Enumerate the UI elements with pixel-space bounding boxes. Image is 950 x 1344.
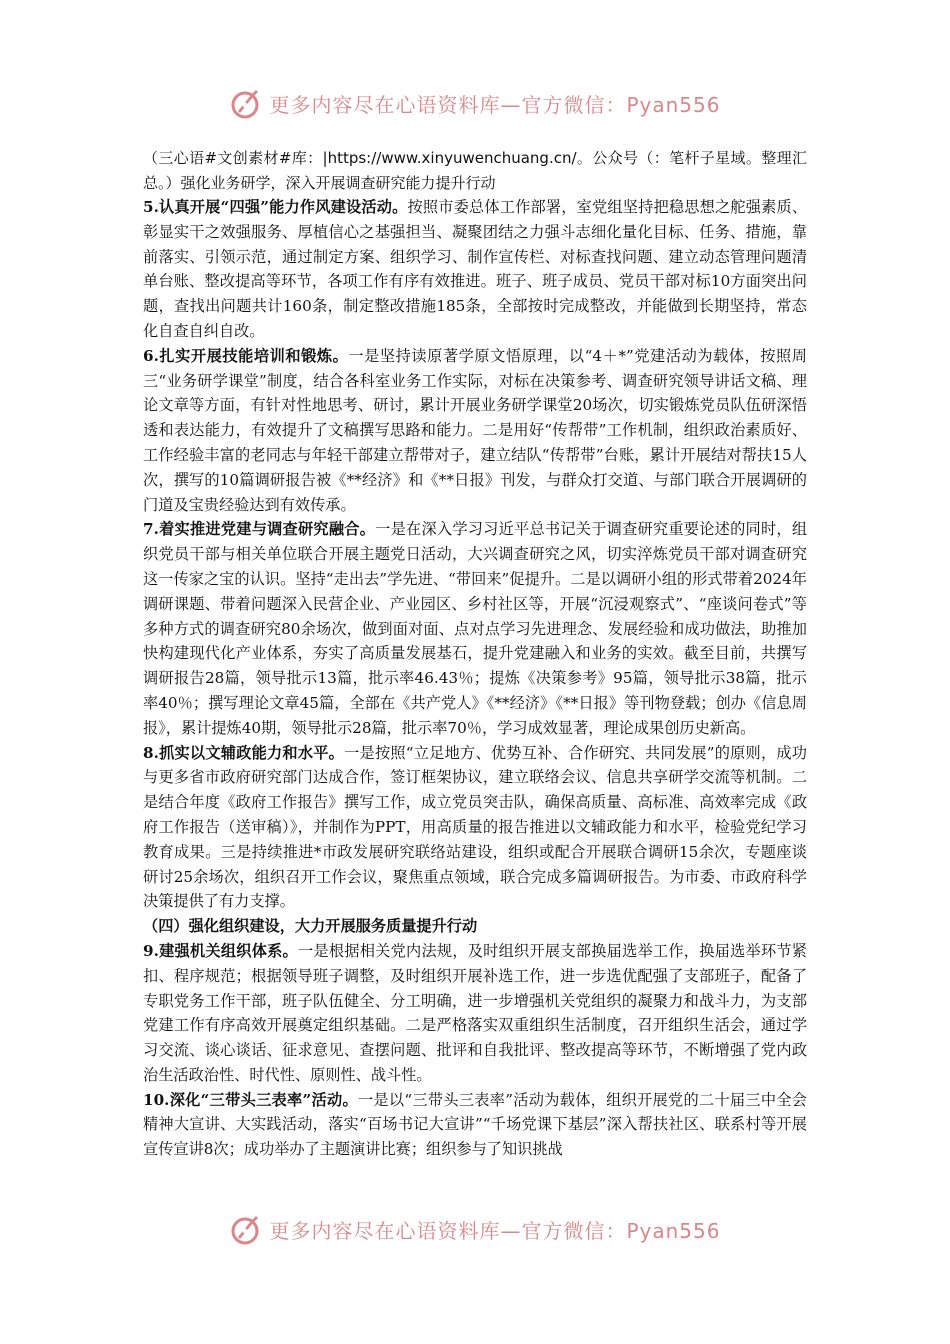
- item-9-body: 一是根据相关党内法规，及时组织开展支部换届选举工作，换届选举环节紧扣、程序规范；根据领导班子调整，及时组织开展补选工作，进一步选优配强了支部班子，配备了专职党务工作干部，班子队伍健全、分工明确，进一步增强机关党组织的凝聚力和战斗力，为支部党建工作有序高效开展奠定组织基础。二是严格落实双重组织生活制度，召开组织生活会，通过学习交流、谈心谈话、征求意见、查摆问题、批评和自我批评、整改提高等环节，不断增强了党内政治生活政治性、时代性、原则性、战斗性。: [143, 941, 808, 1084]
- item-8-body: 一是按照“立足地方、优势互补、合作研究、共同发展”的原则，成功与更多省市政府研究部门达成合作，签订框架协议，建立联络会议、信息共享研学交流等机制。二是结合年度《政府工作报告》撰写工作，成立党员突击队，确保高质量、高标准、高效率完成《政府工作报告（送审稿）》，并制作为PPT，用高质量的报告推进以文辅政能力和水平，检验党纪学习教育成果。三是持续推进*市政发展研究联络站建设，组织或配合开展联合调研15余次，专题座谈研讨25余场次，组织召开工作会议，聚焦重点领域，联合完成多篇调研报告。为市委、市政府科学决策提供了有力支撑。: [143, 743, 807, 911]
- item-5: [143, 195, 807, 344]
- item-9: [143, 939, 807, 1088]
- item-5-title: 5.认真开展“四强”能力作风建设活动。: [143, 198, 408, 216]
- item-6-title: 6.扎实开展技能培训和锻炼。: [143, 346, 349, 365]
- item-8: [143, 741, 807, 915]
- watermark-banner-bottom: [0, 1204, 950, 1254]
- item-10-title: 10.深化“三带头三表率”活动。: [143, 1090, 358, 1109]
- item-6-body: 一是坚持读原著学原文悟原理，以“4＋*”党建活动为载体，按照周三“业务研学课堂”制度，结合各科室业务工作实际，对标在决策参考、调查研究领导讲话文稿、理论文章等方面，有针对性地思考、研讨，累计开展业务研学课堂20场次，切实锻炼党员队伍研深悟透和表达能力，有效提升了文稿撰写思路和能力。二是用好“传帮带”工作机制，组织政治素质好、工作经验丰富的老同志与年轻干部建立帮带对子，建立结队“传帮带”台账，累计开展结对帮扶15人次，撰写的10篇调研报告被《**经济》和《**日报》刊发，与群众打交道、与部门联合开展调研的门道及宝贵经验达到有效传承。: [143, 346, 807, 514]
- item-7: [143, 517, 807, 740]
- item-7-body: 一是在深入学习习近平总书记关于调查研究重要论述的同时，组织党员干部与相关单位联合开展主题党日活动，大兴调查研究之风，切实淬炼党员干部对调查研究这一传家之宝的认识。坚持“走出去”学先进、“带回来”促提升。二是以调研小组的形式带着2024年调研课题、带着问题深入民营企业、产业园区、乡村社区等，开展“沉浸观察式”、“座谈问卷式”等多种方式的调查研究80余场次，做到面对面、点对点学习先进理念、发展经验和成功做法，助推加快构建现代化产业体系，夯实了高质量发展基石，提升党建融入和业务的实效。截至目前，共撰写调研报告28篇，领导批示13篇，批示率46.43％；提炼《决策参考》95篇，领导批示38篇，批示率40％；撰写理论文章45篇，全部在《共产党人》《**经济》《**日报》等刊物登载；创办《信息周报》，累计提炼40期，领导批示28篇，批示率70％，学习成效显著，理论成果创历史新高。: [143, 520, 808, 737]
- item-8-title: 8.抓实以文辅政能力和水平。: [143, 743, 345, 762]
- item-6: [143, 344, 807, 518]
- watermark-text: 更多内容尽在心语资料库—官方微信：Pyan556: [269, 92, 721, 117]
- pen-nib-logo-icon: [229, 1212, 263, 1246]
- section-heading: （四）强化组织建设，大力开展服务质量提升行动: [143, 917, 478, 936]
- item-7-title: 7.着实推进党建与调查研究融合。: [143, 520, 376, 539]
- item-10-body: 一是以“三带头三表率”活动为载体，组织开展党的二十届三中全会精神大宣讲、大实践活动，落实“百场书记大宣讲”“千场党课下基层”深入帮扶社区、联系村等开展宣传宣讲8次；成功举办了主题演讲比赛；组织参与了知识挑战: [143, 1090, 807, 1159]
- intro-paragraph: （三心语#文创素材#库：|https://www.xinyuwenchuang.cn/。公众号（：笔杆子星域。整理汇总。）强化业务研学，深入开展调查研究能力提升行动: [143, 149, 807, 192]
- document-body: [143, 146, 807, 1162]
- item-9-title: 9.建强机关组织体系。: [143, 941, 298, 960]
- watermark-text: 更多内容尽在心语资料库—官方微信：Pyan556: [269, 1218, 721, 1243]
- item-5-body: 按照市委总体工作部署，室党组坚持把稳思想之舵强素质、彰显实干之效强服务、厚植信心之基强担当、凝聚团结之力强斗志细化量化目标、任务、措施，靠前落实、引领示范，通过制定方案、组织学习、制作宣传栏、对标查找问题、建立动态管理问题清单台账、整改提高等环节，各项工作有序有效推进。班子、班子成员、党员干部对标10方面突出问题，查找出问题共计160条，制定整改措施185条，全部按时完成整改，并能做到长期坚持，常态化自查自纠自改。: [143, 198, 808, 340]
- item-10: [143, 1088, 807, 1162]
- pen-nib-logo-icon: [229, 86, 263, 120]
- watermark-banner-top: [0, 78, 950, 128]
